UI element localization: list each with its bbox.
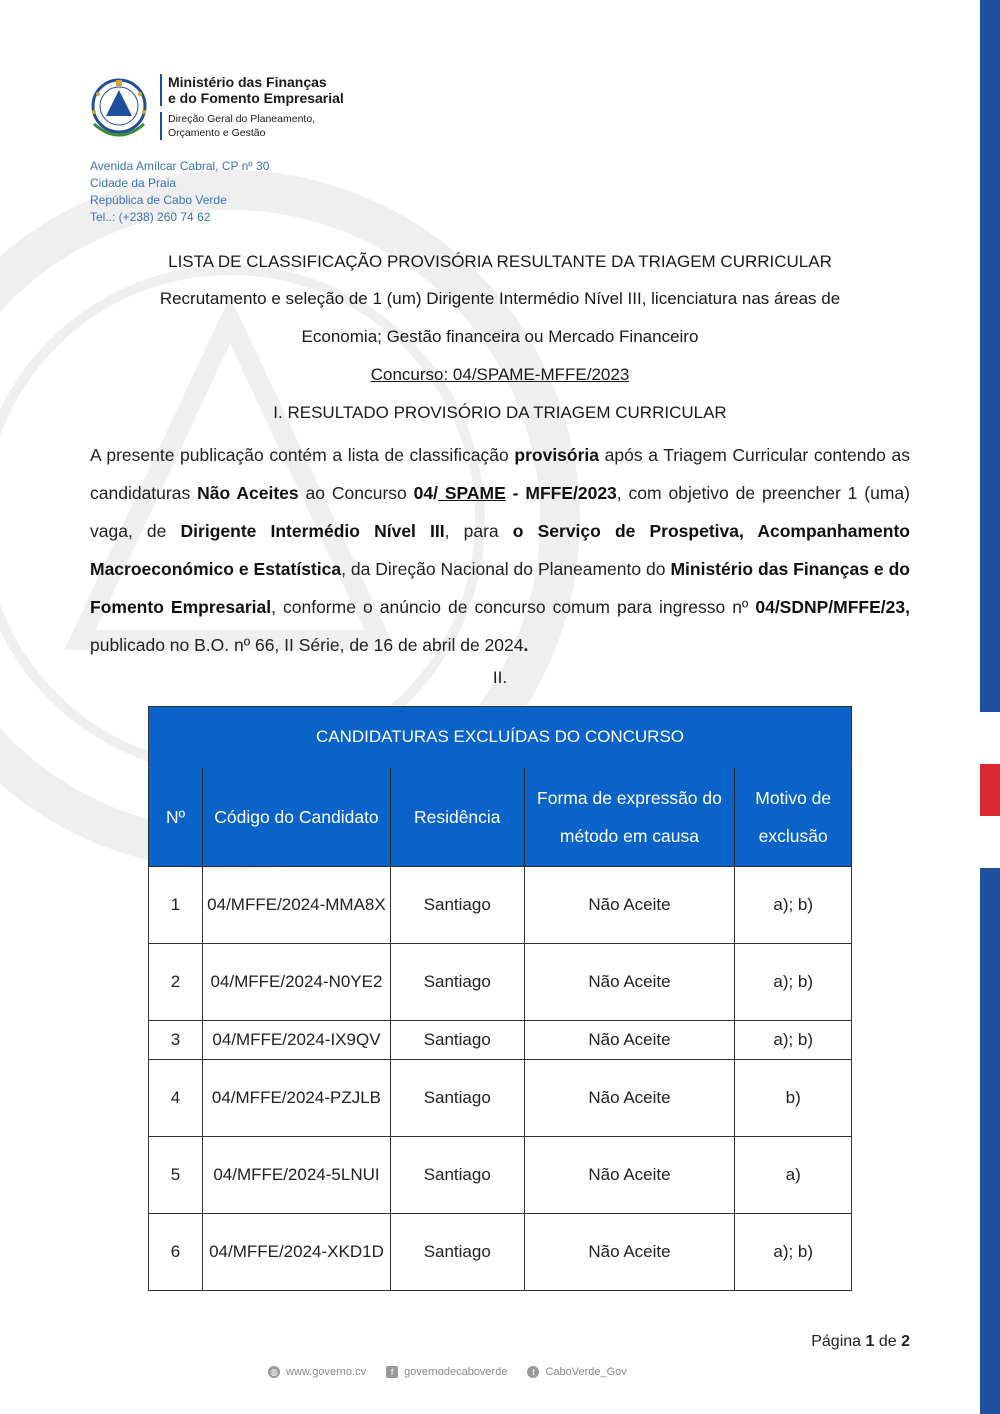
cell-method-form: Não Aceite [524, 867, 735, 944]
cell-candidate-code: 04/MFFE/2024-MMA8X [202, 867, 390, 944]
page-number-separator: de [874, 1333, 902, 1350]
page-number-prefix: Página [811, 1333, 866, 1350]
cell-method-form: Não Aceite [524, 1137, 735, 1214]
cell-exclusion-reason: a); b) [735, 1021, 852, 1060]
cell-residence: Santiago [390, 867, 524, 944]
cell-candidate-code: 04/MFFE/2024-N0YE2 [202, 944, 390, 1021]
table-row [149, 1060, 852, 1137]
body-text-run: , da Direção Nacional do Planeamento do [341, 559, 671, 579]
body-paragraph [90, 436, 910, 664]
cell-residence: Santiago [390, 1060, 524, 1137]
contest-reference: Concurso: 04/SPAME-MFFE/2023 [370, 365, 630, 384]
cell-method-form: Não Aceite [524, 1021, 735, 1060]
document-subtitle-line1: Recrutamento e seleção de 1 (um) Dirigente Intermédio Nível III, licenciatura nas áreas de [159, 289, 841, 308]
edge-stripe-blue-top [980, 0, 1000, 712]
edge-stripe-red [980, 764, 1000, 816]
body-bold-run: 04/SDNP/MFFE/23, [755, 597, 910, 617]
body-text-run: , para [444, 521, 513, 541]
cell-exclusion-reason: a) [735, 1137, 852, 1214]
footer-facebook-link[interactable]: governodecaboverde [404, 1366, 508, 1378]
cell-method-form: Não Aceite [524, 1214, 735, 1291]
twitter-icon: t [527, 1366, 539, 1378]
cell-residence: Santiago [390, 1214, 524, 1291]
facebook-icon: f [386, 1366, 398, 1378]
document-subtitle-line2: Economia; Gestão financeira ou Mercado Financeiro [301, 327, 699, 346]
cell-residence: Santiago [390, 1021, 524, 1060]
edge-stripe-blue-bottom [980, 868, 1000, 1414]
cell-number: 4 [149, 1060, 203, 1137]
footer-links [268, 1366, 627, 1378]
column-header-number: Nº [149, 768, 203, 867]
ministry-name-block [160, 74, 368, 106]
column-header-residence: Residência [390, 768, 524, 867]
ministry-name-line1: Ministério das Finanças [168, 74, 327, 90]
body-text-run: , com objetivo de preencher 1 (uma) vaga, de [90, 483, 910, 541]
body-bold-run: Dirigente Intermédio Nível III [180, 521, 445, 541]
cell-candidate-code: 04/MFFE/2024-5LNUI [202, 1137, 390, 1214]
body-bold-run: provisória [514, 445, 600, 465]
address-line: Cidade da Praia [90, 176, 177, 190]
department-name-line1: Direção Geral do Planeamento, [168, 113, 316, 125]
cell-exclusion-reason: a); b) [735, 1214, 852, 1291]
cell-residence: Santiago [390, 1137, 524, 1214]
footer-website-link[interactable]: www.governo.cv [286, 1366, 367, 1378]
cell-exclusion-reason: a); b) [735, 944, 852, 1021]
cell-candidate-code: 04/MFFE/2024-PZJLB [202, 1060, 390, 1137]
cell-residence: Santiago [390, 944, 524, 1021]
cell-exclusion-reason: a); b) [735, 867, 852, 944]
table-row [149, 944, 852, 1021]
cell-number: 3 [149, 1021, 203, 1060]
body-bold-run: 04/ [413, 483, 438, 503]
section-two-heading: II. [492, 668, 508, 687]
coat-of-arms-icon [82, 72, 156, 146]
cell-method-form: Não Aceite [524, 1060, 735, 1137]
body-bold-underlined-run: SPAME [437, 483, 506, 503]
body-text-run: A presente publicação contém a lista de classificação [90, 445, 515, 465]
address-line: Tel..: (+238) 260 74 62 [90, 210, 211, 224]
body-bold-run: - MFFE/2023 [505, 483, 617, 503]
table-row [149, 1214, 852, 1291]
body-text-run: , conforme o anúncio de concurso comum para ingresso nº [271, 597, 756, 617]
cell-number: 1 [149, 867, 203, 944]
table-row [149, 1021, 852, 1060]
body-bold-run: Não Aceites [197, 483, 299, 503]
body-text-run: publicado no B.O. nº 66, II Série, de 16 de abril de 2024 [90, 635, 524, 655]
ministry-name-line2: e do Fomento Empresarial [168, 90, 344, 106]
column-header-exclusion-reason: Motivo de exclusão [735, 768, 852, 867]
table-row [149, 1137, 852, 1214]
cell-number: 2 [149, 944, 203, 1021]
globe-icon: ◍ [268, 1366, 280, 1378]
body-bold-run: Ministério das Finanças e do Fomento Empresarial [90, 559, 910, 617]
department-name-block [160, 112, 358, 140]
cell-number: 5 [149, 1137, 203, 1214]
body-bold-run: o Serviço de Prospetiva, Acompanhamento Macroeconómico e Estatística [90, 521, 910, 579]
cell-method-form: Não Aceite [524, 944, 735, 1021]
excluded-candidates-table [148, 706, 852, 1291]
address-line: Avenida Amílcar Cabral, CP nº 30 [90, 159, 270, 173]
document-title: LISTA DE CLASSIFICAÇÃO PROVISÓRIA RESULTANTE DA TRIAGEM CURRICULAR [168, 252, 832, 271]
section-one-heading: I. RESULTADO PROVISÓRIO DA TRIAGEM CURRICULAR [273, 403, 727, 422]
table-row [149, 867, 852, 944]
department-name-line2: Orçamento e Gestão [168, 127, 266, 139]
column-header-candidate-code: Código do Candidato [202, 768, 390, 867]
table-caption: CANDIDATURAS EXCLUÍDAS DO CONCURSO [149, 707, 852, 768]
address-block [90, 158, 269, 226]
page-number [811, 1333, 910, 1351]
column-header-method-form: Forma de expressão do método em causa [524, 768, 735, 867]
cell-number: 6 [149, 1214, 203, 1291]
page-number-current: 1 [865, 1333, 875, 1350]
address-line: República de Cabo Verde [90, 193, 227, 207]
page-number-total: 2 [901, 1333, 910, 1350]
cell-candidate-code: 04/MFFE/2024-IX9QV [202, 1021, 390, 1060]
cell-exclusion-reason: b) [735, 1060, 852, 1137]
body-text-run: após a Triagem Curricular contendo as candidaturas [90, 445, 910, 503]
footer-twitter-link[interactable]: CaboVerde_Gov [545, 1366, 627, 1378]
body-text-run: ao Concurso [298, 483, 414, 503]
body-bold-run: . [523, 635, 529, 655]
cell-candidate-code: 04/MFFE/2024-XKD1D [202, 1214, 390, 1291]
